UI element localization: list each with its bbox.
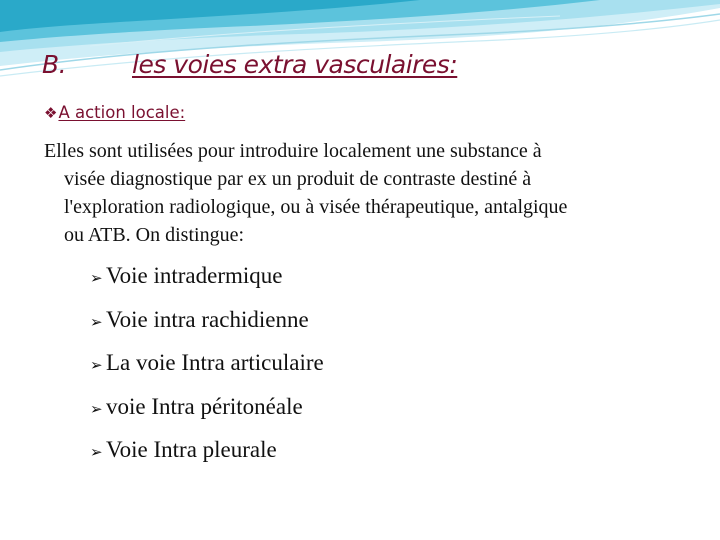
title-number: B. [42, 50, 67, 79]
arrow-bullet-icon: ➢ [90, 271, 103, 287]
arrow-bullet-icon: ➢ [90, 358, 103, 374]
list-item-label: Voie intradermique [106, 263, 283, 288]
paragraph-line: Elles sont utilisées pour introduire localement une substance à [44, 140, 542, 162]
list-item-label: voie Intra péritonéale [106, 393, 303, 419]
list-item-label: Voie Intra pleurale [106, 437, 277, 462]
slide-title [42, 50, 457, 90]
list-item [90, 387, 324, 431]
arrow-bullet-icon: ➢ [90, 445, 103, 461]
arrow-bullet-icon: ➢ [90, 401, 103, 418]
paragraph-line: visée diagnostique par ex un produit de contraste destiné à [64, 168, 532, 190]
title-text: les voies extra vasculaires: [132, 50, 458, 79]
list-item [90, 256, 324, 300]
route-list [90, 256, 324, 474]
list-item [90, 430, 324, 474]
list-item [90, 343, 324, 387]
paragraph-line: l'exploration radiologique, ou à visée thérapeutique, antalgique [64, 196, 568, 218]
list-item-label: Voie intra rachidienne [106, 306, 309, 332]
diamond-bullet-icon: ❖ [44, 104, 58, 122]
description-paragraph [44, 137, 684, 249]
arrow-bullet-icon: ➢ [90, 314, 103, 331]
paragraph-line: ou ATB. On distingue: [64, 224, 245, 246]
section-subtitle [44, 103, 185, 122]
list-item [90, 300, 324, 344]
subtitle-label: A action locale: [58, 103, 186, 122]
list-item-label: La voie Intra articulaire [106, 350, 324, 375]
